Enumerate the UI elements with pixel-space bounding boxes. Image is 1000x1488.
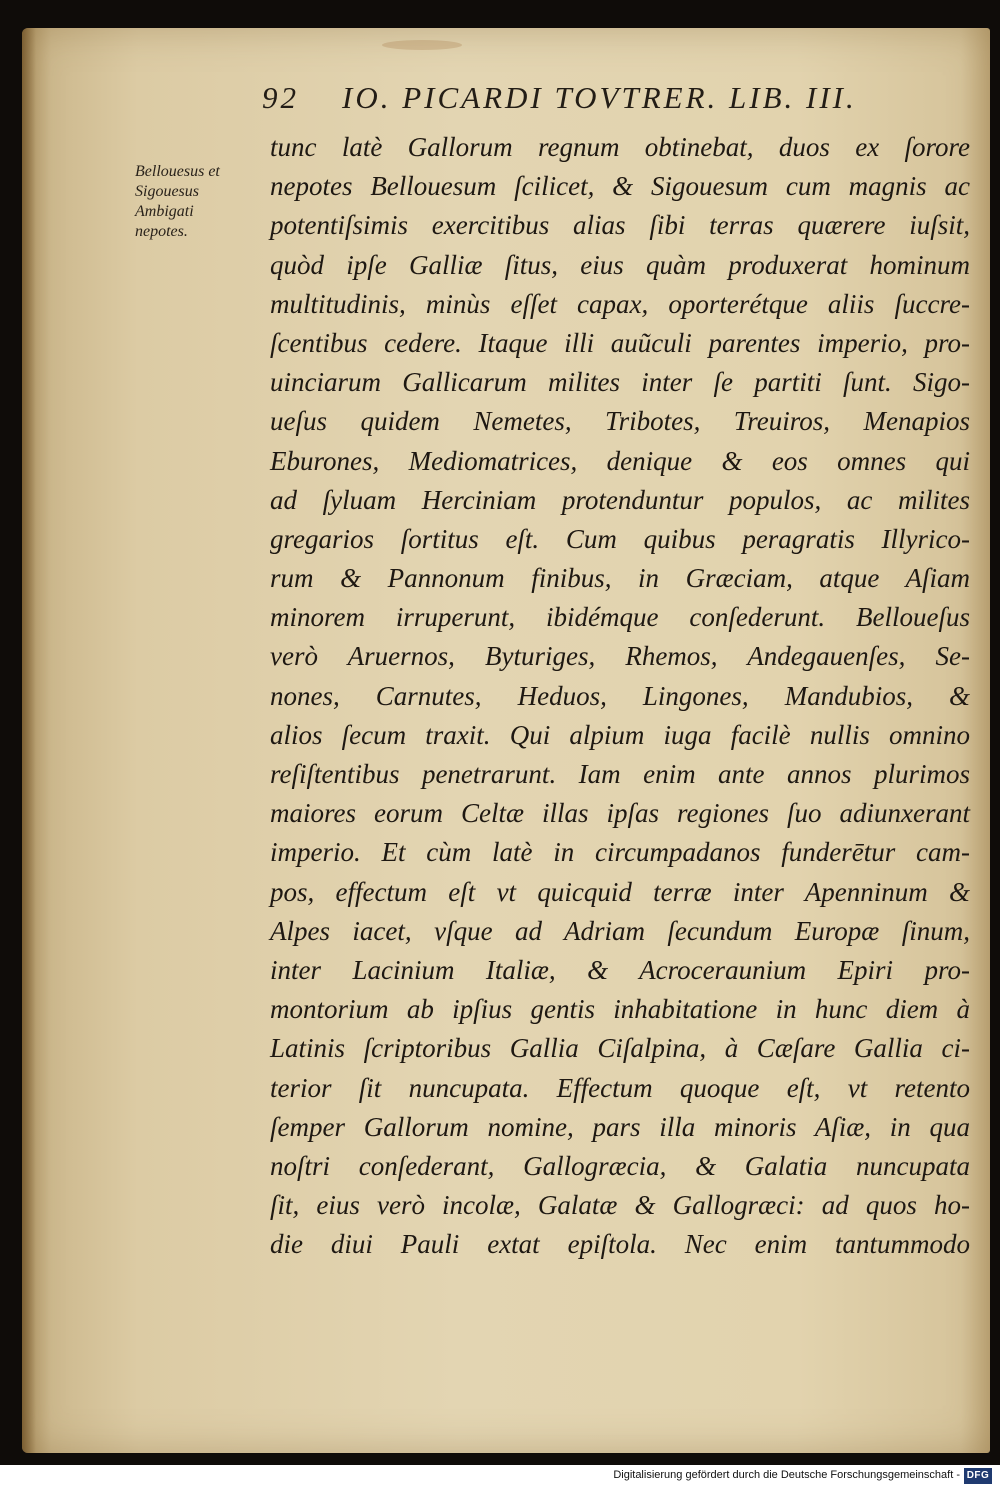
body-line: nones, Carnutes, Heduos, Lingones, Mandubios, &: [270, 680, 970, 711]
body-text: [270, 128, 970, 1264]
margin-note-line: nepotes.: [135, 223, 188, 240]
body-line: gregarios ſortitus eſt. Cum quibus peragratis Illyrico-: [270, 523, 970, 554]
body-line: rum & Pannonum finibus, in Græciam, atque Aſiam: [270, 563, 970, 594]
body-line: ſemper Gallorum nomine, pars illa minoris Aſiæ, in qua: [270, 1111, 970, 1142]
body-line: verò Aruernos, Byturiges, Rhemos, Andegauenſes, Se-: [270, 641, 970, 672]
body-line: pos, effectum eſt vt quicquid terræ inter Apenninum &: [270, 876, 970, 907]
footer-bar: [0, 1465, 1000, 1488]
page-number: 92: [262, 80, 299, 115]
body-line: Latinis ſcriptoribus Gallia Ciſalpina, à Cæſare Gallia ci-: [270, 1033, 970, 1064]
body-line: quòd ipſe Galliæ ſitus, eius quàm produxerat hominum: [270, 249, 970, 280]
body-line: Alpes iacet, vſque ad Adriam ſecundum Europæ ſinum,: [270, 915, 970, 946]
running-head-title: IO. PICARDI TOVTRER. LIB. III.: [342, 80, 857, 115]
margin-note-line: Bellouesus et: [135, 163, 220, 180]
body-line: montorium ab ipſius gentis inhabitatione in hunc diem à: [270, 994, 970, 1025]
body-line: inter Lacinium Italiæ, & Acroceraunium Epiri pro-: [270, 954, 970, 985]
margin-note-line: Ambigati: [135, 203, 194, 220]
body-line: uinciarum Gallicarum milites inter ſe partiti ſunt. Sigo-: [270, 367, 970, 398]
body-line: imperio. Et cùm latè in circumpadanos funderētur cam-: [270, 837, 970, 868]
paper-stain: [382, 40, 462, 50]
margin-note: [135, 162, 255, 242]
body-line: ſcentibus cedere. Itaque illi auũculi parentes imperio, pro-: [270, 327, 970, 358]
body-line: ſit, eius verò incolæ, Galatæ & Gallogræci: ad quos ho-: [270, 1190, 970, 1221]
body-line: die diui Pauli extat epiſtola. Nec enim tantummodo: [270, 1229, 970, 1260]
page-binding-shadow: [22, 28, 36, 1453]
body-line: reſiſtentibus penetrarunt. Iam enim ante annos plurimos: [270, 759, 970, 789]
body-line: nepotes Bellouesum ſcilicet, & Sigouesum cum magnis ac: [270, 171, 970, 202]
body-line: ueſus quidem Nemetes, Tribotes, Treuiros, Menapios: [270, 406, 970, 437]
body-line: ad ſyluam Herciniam protenduntur populos, ac milites: [270, 484, 970, 515]
body-line: terior ſit nuncupata. Effectum quoque eſt, vt retento: [270, 1072, 970, 1103]
body-line: multitudinis, minùs eſſet capax, oporterétque aliis ſuccre-: [270, 288, 970, 319]
body-line: Eburones, Mediomatrices, denique & eos omnes qui: [270, 445, 970, 476]
body-line: tunc latè Gallorum regnum obtinebat, duos ex ſorore: [270, 132, 970, 162]
dfg-logo-icon: DFG: [964, 1468, 992, 1484]
body-line: minorem irruperunt, ibidémque conſederunt. Belloueſus: [270, 602, 970, 633]
body-line: potentiſsimis exercitibus alias ſibi terras quærere iuſsit,: [270, 210, 970, 241]
body-line: alios ſecum traxit. Qui alpium iuga facilè nullis omnino: [270, 719, 970, 750]
running-head: [262, 80, 942, 124]
body-line: maiores eorum Celtæ illas ipſas regiones ſuo adiunxerant: [270, 798, 970, 829]
margin-note-line: Sigouesus: [135, 183, 199, 200]
body-line: noſtri conſederant, Gallogræcia, & Galatia nuncupata: [270, 1150, 970, 1181]
footer-credit: Digitalisierung gefördert durch die Deutsche Forschungsgemeinschaft -: [613, 1469, 960, 1481]
